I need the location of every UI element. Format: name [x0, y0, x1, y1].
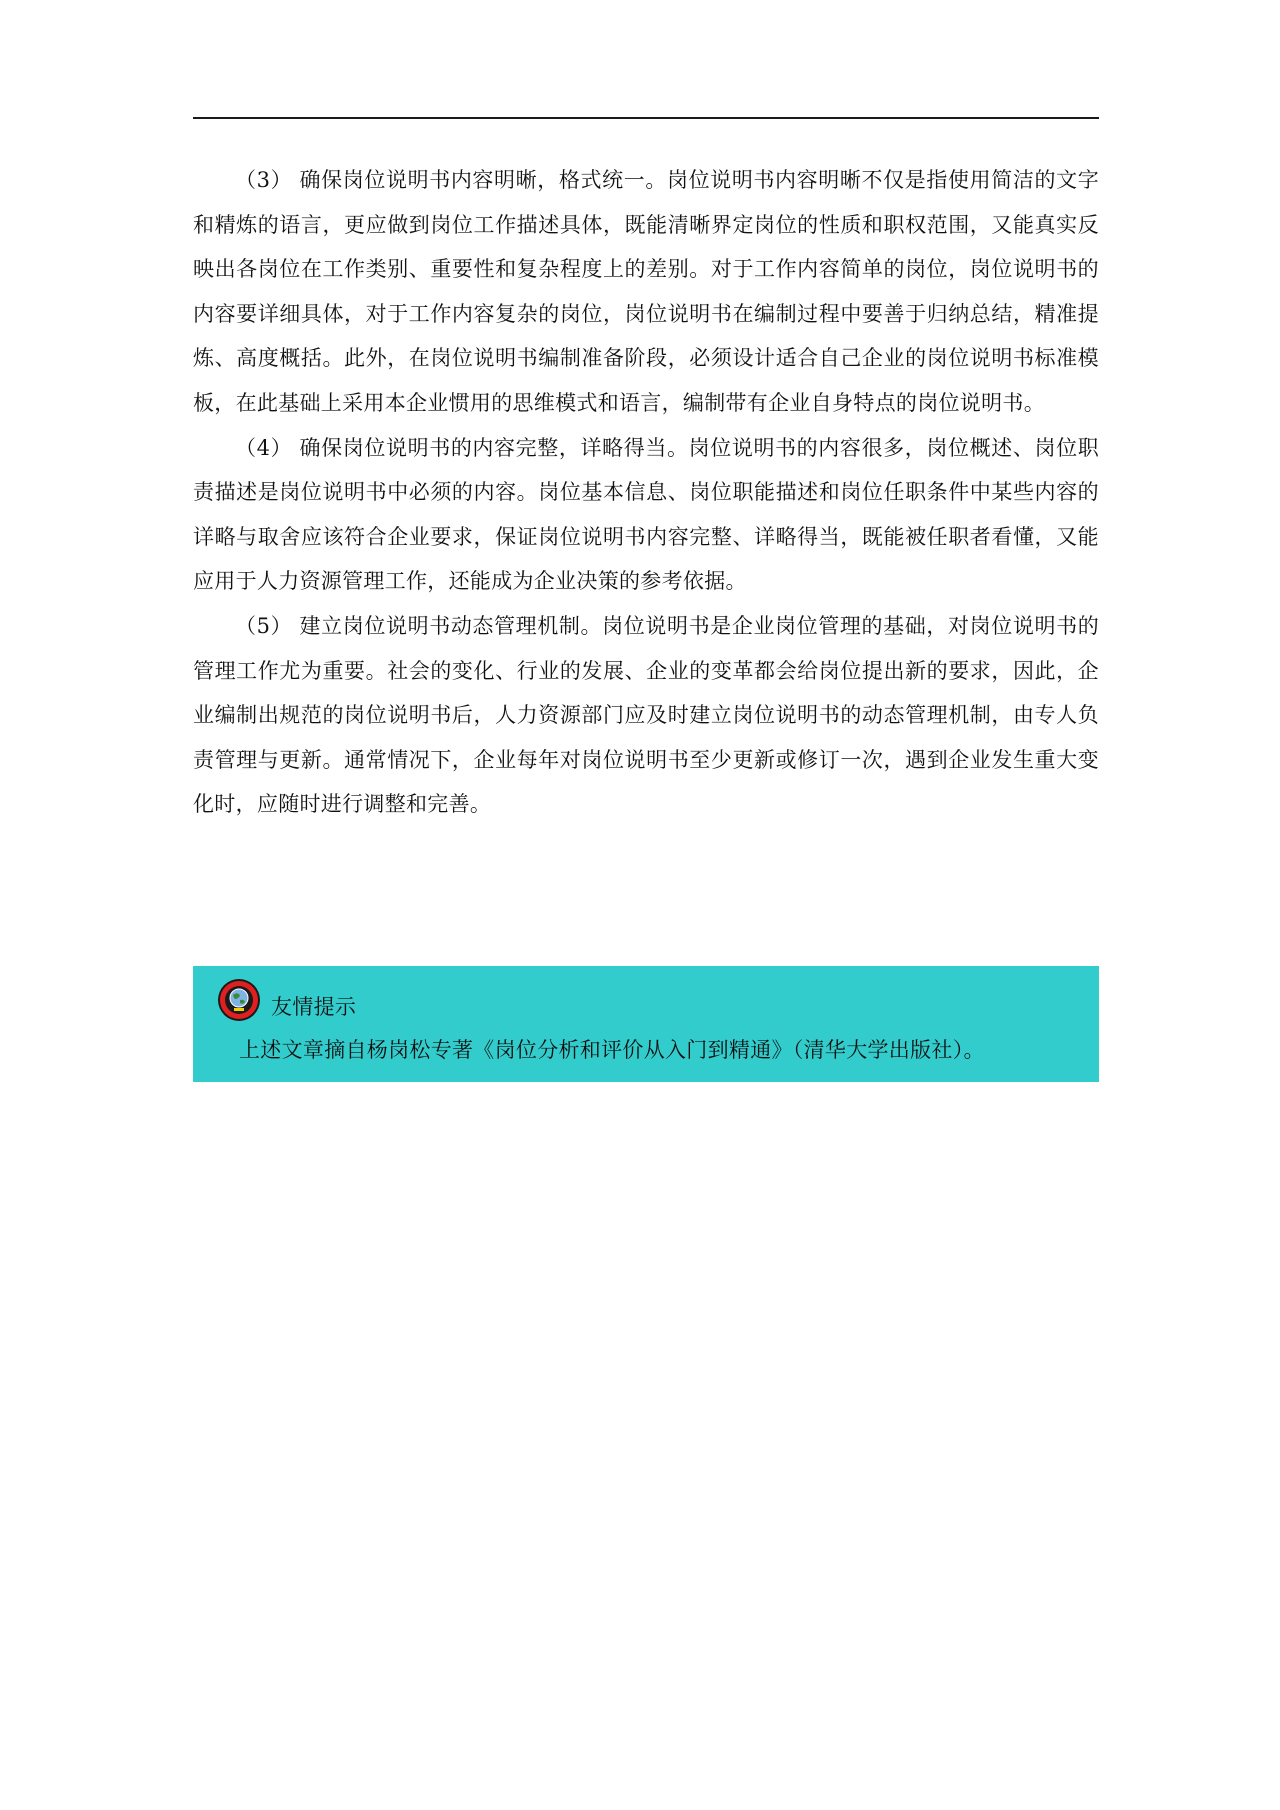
tip-text: 上述文章摘自杨岗松专著《岗位分析和评价从入门到精通》（清华大学出版社）。	[239, 1038, 985, 1062]
tip-title: 友情提示	[271, 995, 357, 1019]
paragraph-5: （5） 建立岗位说明书动态管理机制。岗位说明书是企业岗位管理的基础，对岗位说明书的管理工作尤为重要。社会的变化、行业的发展、企业的变革都会给岗位提出新的要求，因此，企业编制出规范的岗位说明书后，人力资源部门应及时建立岗位说明书的动态管理机制，由专人负责管理与更新。通常情况下，企业每年对岗位说明书至少更新或修订一次，遇到企业发生重大变化时，应随时进行调整和完善。	[193, 613, 1099, 817]
document-body	[193, 158, 1099, 827]
paragraph-4: （4） 确保岗位说明书的内容完整，详略得当。岗位说明书的内容很多，岗位概述、岗位职责描述是岗位说明书中必须的内容。岗位基本信息、岗位职能描述和岗位任职条件中某些内容的详略与取舍应该符合企业要求，保证岗位说明书内容完整、详略得当，既能被任职者看懂，又能应用于人力资源管理工作，还能成为企业决策的参考依据。	[193, 435, 1099, 594]
header-rule	[193, 117, 1099, 119]
tip-box	[193, 966, 1099, 1082]
globe-icon	[217, 978, 261, 1022]
paragraph-3: （3） 确保岗位说明书内容明晰，格式统一。岗位说明书内容明晰不仅是指使用简洁的文字和精炼的语言，更应做到岗位工作描述具体，既能清晰界定岗位的性质和职权范围，又能真实反映出各岗位在工作类别、重要性和复杂程度上的差别。对于工作内容简单的岗位，岗位说明书的内容要详细具体，对于工作内容复杂的岗位，岗位说明书在编制过程中要善于归纳总结，精准提炼、高度概括。此外，在岗位说明书编制准备阶段，必须设计适合自己企业的岗位说明书标准模板，在此基础上采用本企业惯用的思维模式和语言，编制带有企业自身特点的岗位说明书。	[193, 168, 1099, 415]
